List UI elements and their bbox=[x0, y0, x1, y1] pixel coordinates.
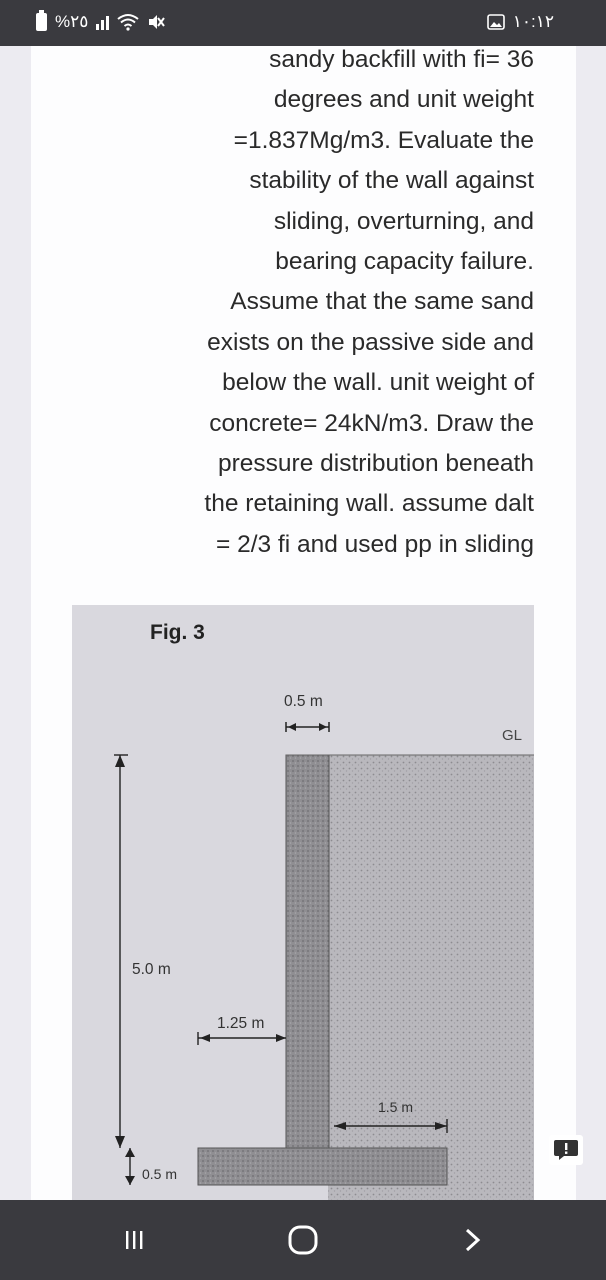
question-line: = 2/3 fi and used pp in sliding bbox=[215, 530, 534, 558]
recents-icon bbox=[124, 1229, 144, 1251]
recents-button[interactable] bbox=[114, 1220, 154, 1260]
question-line: sandy backfill with fi= 36 bbox=[269, 46, 534, 73]
status-left-group bbox=[36, 12, 165, 32]
home-icon bbox=[286, 1223, 320, 1257]
back-icon bbox=[461, 1227, 483, 1253]
question-line: Assume that the same sand bbox=[230, 288, 534, 316]
toe-length-label: 1.25 m bbox=[217, 1015, 265, 1032]
ground-level-label: GL bbox=[502, 727, 523, 744]
question-line: below the wall. unit weight of bbox=[222, 369, 534, 397]
question-line: concrete= 24kN/m3. Draw the bbox=[209, 409, 534, 437]
wifi-icon bbox=[117, 13, 139, 31]
question-line: bearing capacity failure. bbox=[275, 248, 534, 276]
status-right-group bbox=[487, 12, 554, 32]
question-line: pressure distribution beneath bbox=[218, 450, 534, 478]
wall-base bbox=[198, 1148, 447, 1185]
question-line: degrees and unit weight bbox=[273, 86, 534, 114]
feedback-button[interactable] bbox=[549, 1135, 583, 1165]
signal-icon bbox=[96, 14, 109, 30]
figure-label: Fig. 3 bbox=[150, 621, 205, 644]
question-line: =1.837Mg/m3. Evaluate the bbox=[233, 126, 534, 154]
height-label: 5.0 m bbox=[132, 961, 171, 978]
backfill-soil bbox=[328, 755, 534, 1200]
image-notification-icon bbox=[487, 14, 505, 30]
stem-width-label: 0.5 m bbox=[284, 693, 323, 710]
question-text bbox=[114, 40, 534, 565]
home-button[interactable] bbox=[283, 1220, 323, 1260]
heel-length-label: 1.5 m bbox=[378, 1099, 414, 1115]
question-line: the retaining wall. assume dalt bbox=[204, 490, 534, 518]
question-line: exists on the passive side and bbox=[207, 328, 534, 356]
base-thickness-label: 0.5 m bbox=[142, 1166, 178, 1182]
question-line: sliding, overturning, and bbox=[273, 207, 534, 235]
back-button[interactable] bbox=[452, 1220, 492, 1260]
clock: ١٠:١٢ bbox=[512, 12, 554, 31]
battery-icon bbox=[36, 13, 47, 31]
retaining-wall-figure[interactable] bbox=[72, 605, 534, 1200]
battery-percent: %٢٥ bbox=[55, 12, 89, 31]
mute-icon bbox=[147, 13, 165, 31]
wall-stem bbox=[286, 755, 329, 1183]
navigation-bar bbox=[0, 1200, 606, 1280]
feedback-icon bbox=[553, 1139, 579, 1161]
question-line: stability of the wall against bbox=[249, 167, 534, 195]
